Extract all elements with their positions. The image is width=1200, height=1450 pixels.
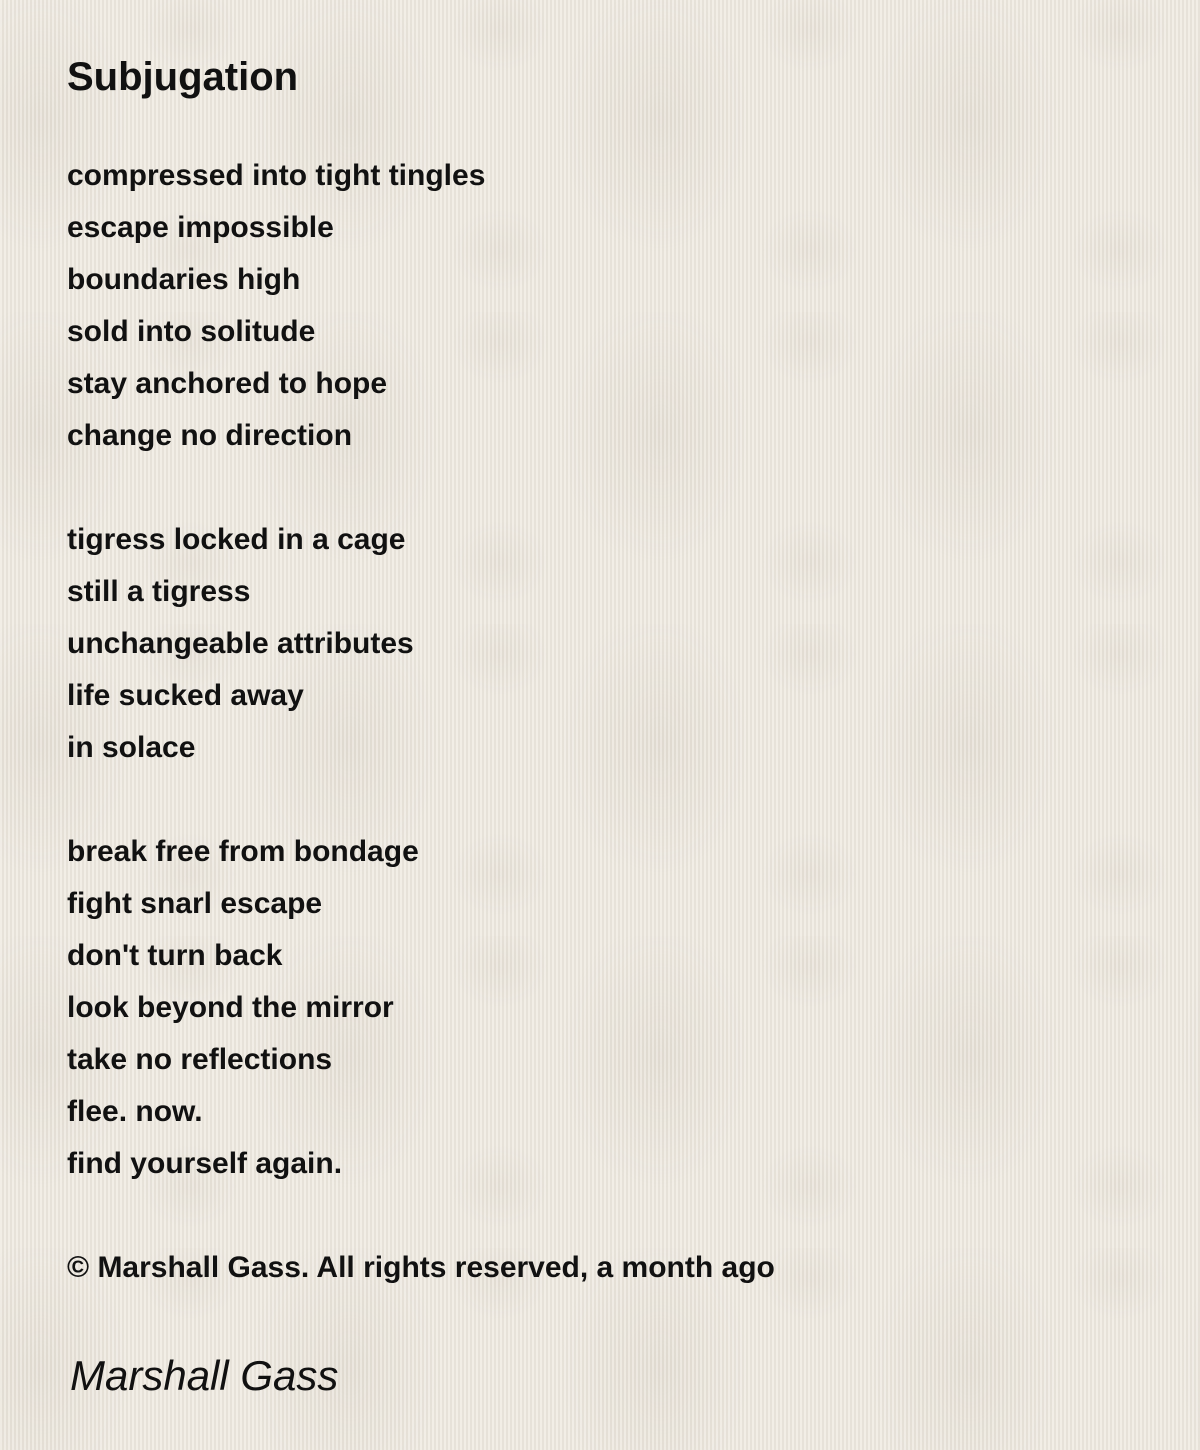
poem-line: escape impossible (67, 211, 334, 244)
poem-line: life sucked away (67, 679, 304, 712)
poem-line: break free from bondage (67, 835, 419, 868)
poem-line: fight snarl escape (67, 887, 323, 920)
poem-line: in solace (67, 731, 196, 764)
poem-line: stay anchored to hope (67, 367, 388, 400)
poem-line: boundaries high (67, 263, 301, 296)
poem-line: don't turn back (67, 939, 283, 972)
stanza-3 (67, 826, 1147, 1190)
poem-body (67, 150, 1147, 1190)
poem-line: find yourself again. (67, 1147, 343, 1180)
poem-line: take no reflections (67, 1043, 333, 1076)
poem-line: sold into solitude (67, 315, 316, 348)
poem-container (67, 50, 1147, 1402)
poem-line: compressed into tight tingles (67, 159, 486, 192)
poem-line: tigress locked in a cage (67, 523, 406, 556)
poem-line: change no direction (67, 419, 353, 452)
poem-line: look beyond the mirror (67, 991, 394, 1024)
poem-line: flee. now. (67, 1095, 203, 1128)
stanza-1 (67, 150, 1147, 462)
stanza-2 (67, 514, 1147, 774)
author-name: Marshall Gass (70, 1352, 339, 1399)
copyright-notice: © Marshall Gass. All rights reserved, a month ago (67, 1251, 775, 1284)
poem-title: Subjugation (67, 55, 299, 99)
poem-line: still a tigress (67, 575, 251, 608)
poem-line: unchangeable attributes (67, 627, 414, 660)
